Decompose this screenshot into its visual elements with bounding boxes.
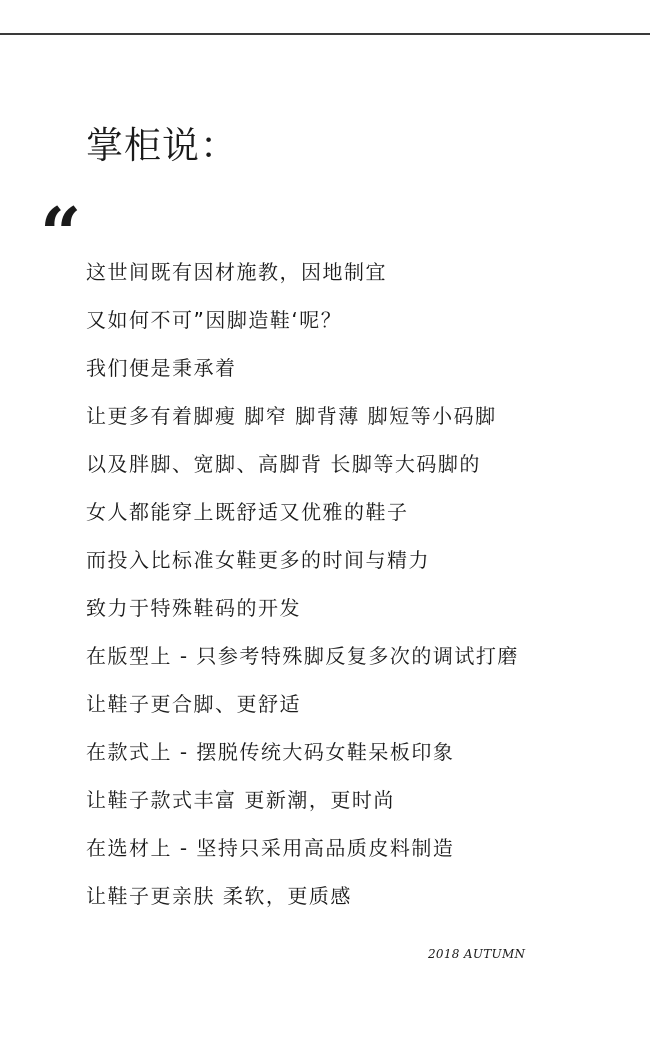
text-line-3: 我们便是秉承着 <box>86 356 237 380</box>
text-line-1: 这世间既有因材施教，因地制宜 <box>86 260 387 284</box>
page-title: 掌柜说： <box>86 124 238 167</box>
text-line-10: 让鞋子更合脚、更舒适 <box>86 692 301 716</box>
text-line-9: 在版型上 - 只参考特殊脚反复多次的调试打磨 <box>86 644 519 668</box>
signature-date: 2018 AUTUMN <box>428 947 526 961</box>
text-line-5: 以及胖脚、宽脚、高脚背 长脚等大码脚的 <box>86 452 481 476</box>
text-line-14: 让鞋子更亲肤 柔软，更质感 <box>86 884 352 908</box>
text-line-8: 致力于特殊鞋码的开发 <box>86 596 301 620</box>
top-divider-line <box>0 33 650 35</box>
text-line-2: 又如何不可”因脚造鞋‘呢？ <box>86 308 343 332</box>
text-line-13: 在选材上 - 坚持只采用高品质皮料制造 <box>86 836 455 860</box>
text-line-6: 女人都能穿上既舒适又优雅的鞋子 <box>86 500 409 524</box>
quote-mark-icon: “ <box>40 191 82 276</box>
body-text <box>86 254 519 926</box>
text-line-11: 在款式上 - 摆脱传统大码女鞋呆板印象 <box>86 740 455 764</box>
text-line-12: 让鞋子款式丰富 更新潮，更时尚 <box>86 788 395 812</box>
text-line-7: 而投入比标准女鞋更多的时间与精力 <box>86 548 430 572</box>
text-line-4: 让更多有着脚瘦 脚窄 脚背薄 脚短等小码脚 <box>86 404 497 428</box>
